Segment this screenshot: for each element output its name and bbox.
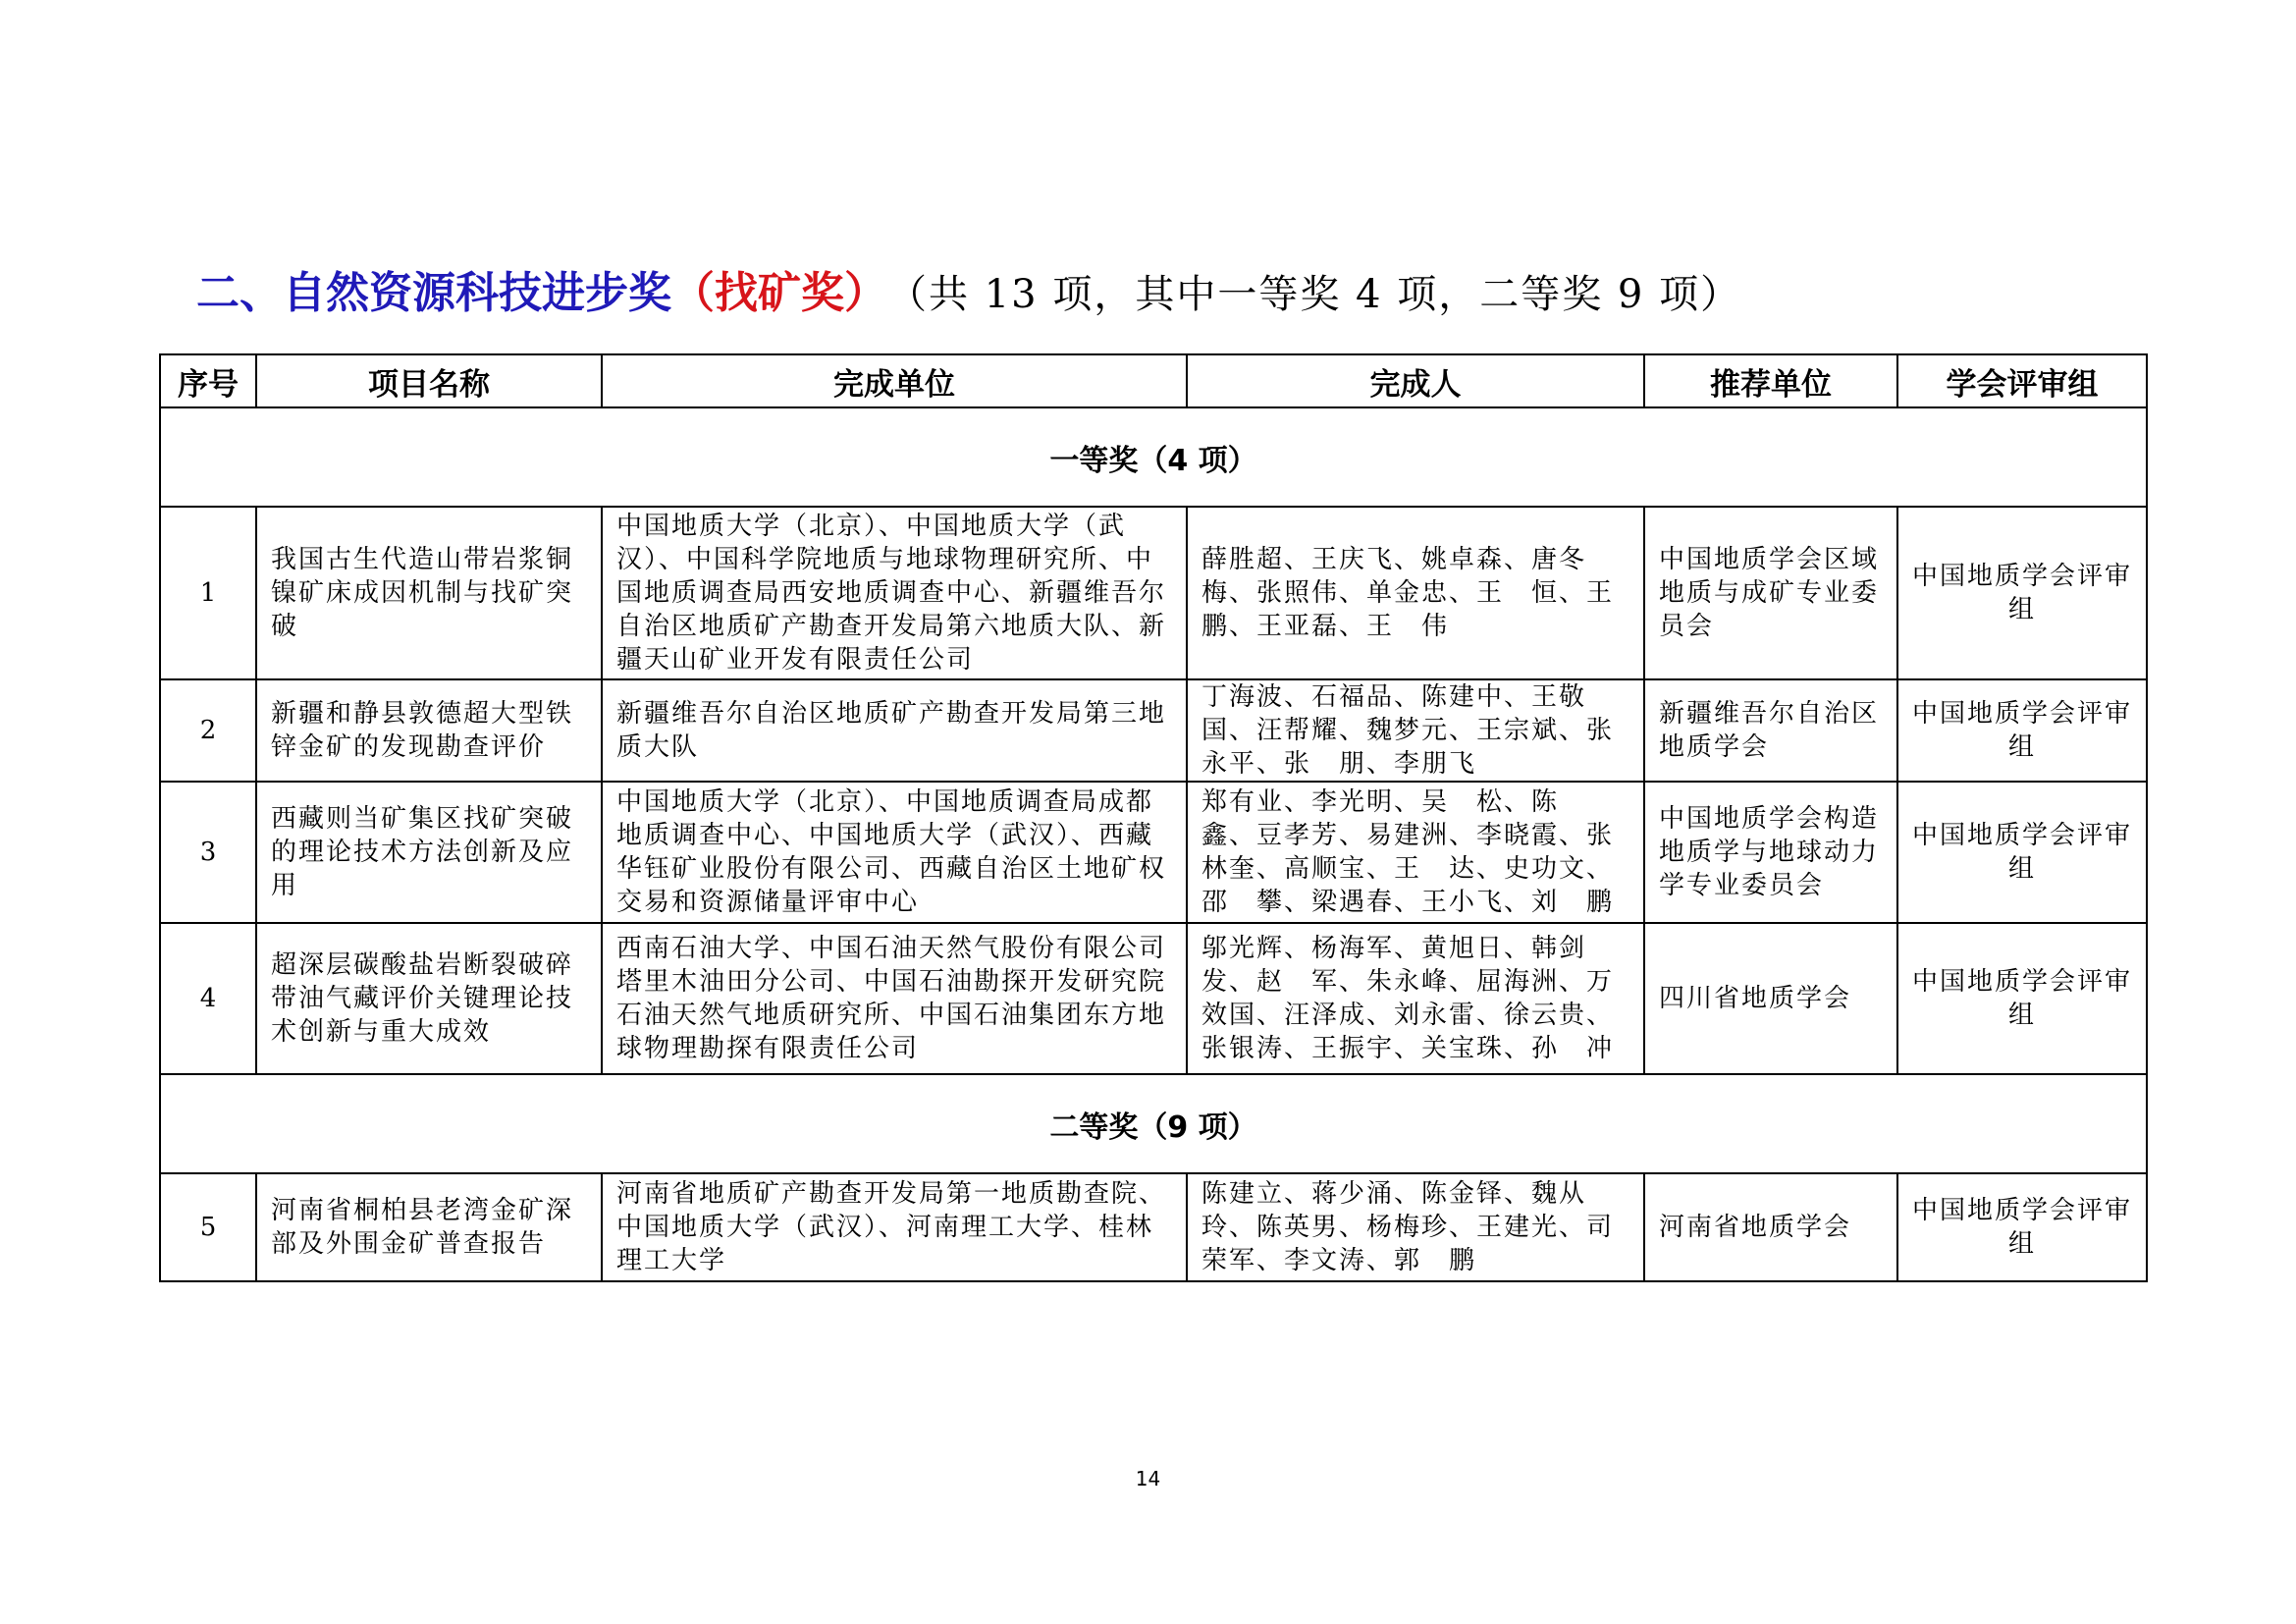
page-number: 14 [1135,1467,1161,1490]
header-seq: 序号 [160,354,256,407]
row-seq: 1 [160,507,256,679]
row-recommender: 中国地质学会区域地质与成矿专业委员会 [1644,507,1897,679]
table-row [160,507,2147,679]
row-units: 河南省地质矿产勘查开发局第一地质勘查院、中国地质大学（武汉）、河南理工大学、桂林理工大学 [602,1173,1187,1281]
group-row-first-prize [160,407,2147,507]
row-people: 陈建立、蒋少涌、陈金铎、魏从玲、陈英男、杨梅珍、王建光、司荣军、李文涛、郭 鹏 [1187,1173,1644,1281]
group-row-second-prize [160,1074,2147,1173]
row-seq: 5 [160,1173,256,1281]
row-people: 薛胜超、王庆飞、姚卓森、唐冬梅、张照伟、单金忠、王 恒、王 鹏、王亚磊、王 伟 [1187,507,1644,679]
heading-note: （共 13 项，其中一等奖 4 项，二等奖 9 项） [887,272,1742,317]
row-people: 郑有业、李光明、吴 松、陈 鑫、豆孝芳、易建洲、李晓霞、张林奎、高顺宝、王 达、史功文、邵 攀、梁遇春、王小飞、刘 鹏 [1187,782,1644,923]
row-recommender: 河南省地质学会 [1644,1173,1897,1281]
heading-prefix: 二、自然资源科技进步奖 [196,268,671,318]
row-people: 丁海波、石福品、陈建中、王敬国、汪帮耀、魏梦元、王宗斌、张永平、张 朋、李朋飞 [1187,679,1644,782]
row-project: 河南省桐柏县老湾金矿深部及外围金矿普查报告 [256,1173,602,1281]
group-label: 一等奖（4 项） [160,407,2147,507]
row-seq: 4 [160,923,256,1074]
row-panel: 中国地质学会评审组 [1897,923,2147,1074]
row-panel: 中国地质学会评审组 [1897,782,2147,923]
row-units: 中国地质大学（北京）、中国地质调查局成都地质调查中心、中国地质大学（武汉）、西藏华钰矿业股份有限公司、西藏自治区土地矿权交易和资源储量评审中心 [602,782,1187,923]
row-seq: 2 [160,679,256,782]
awards-table [159,353,2148,1282]
header-panel: 学会评审组 [1897,354,2147,407]
section-heading [196,257,1741,326]
row-panel: 中国地质学会评审组 [1897,1173,2147,1281]
heading-category: （找矿奖） [671,268,887,318]
row-panel: 中国地质学会评审组 [1897,507,2147,679]
table-row [160,923,2147,1074]
row-project: 新疆和静县敦德超大型铁锌金矿的发现勘查评价 [256,679,602,782]
row-panel: 中国地质学会评审组 [1897,679,2147,782]
row-recommender: 四川省地质学会 [1644,923,1897,1074]
header-project: 项目名称 [256,354,602,407]
group-label: 二等奖（9 项） [160,1074,2147,1173]
header-people: 完成人 [1187,354,1644,407]
row-project: 西藏则当矿集区找矿突破的理论技术方法创新及应用 [256,782,602,923]
row-project: 超深层碳酸盐岩断裂破碎带油气藏评价关键理论技术创新与重大成效 [256,923,602,1074]
row-seq: 3 [160,782,256,923]
header-recommender: 推荐单位 [1644,354,1897,407]
row-units: 中国地质大学（北京）、中国地质大学（武汉）、中国科学院地质与地球物理研究所、中国地质调查局西安地质调查中心、新疆维吾尔自治区地质矿产勘查开发局第六地质大队、新疆天山矿业开发有限责任公司 [602,507,1187,679]
row-units: 新疆维吾尔自治区地质矿产勘查开发局第三地质大队 [602,679,1187,782]
table-header-row [160,354,2147,407]
row-units: 西南石油大学、中国石油天然气股份有限公司塔里木油田分公司、中国石油勘探开发研究院石油天然气地质研究所、中国石油集团东方地球物理勘探有限责任公司 [602,923,1187,1074]
row-recommender: 新疆维吾尔自治区地质学会 [1644,679,1897,782]
row-recommender: 中国地质学会构造地质学与地球动力学专业委员会 [1644,782,1897,923]
row-project: 我国古生代造山带岩浆铜镍矿床成因机制与找矿突破 [256,507,602,679]
header-units: 完成单位 [602,354,1187,407]
table-row [160,782,2147,923]
row-people: 邬光辉、杨海军、黄旭日、韩剑发、赵 军、朱永峰、屈海洲、万效国、汪泽成、刘永雷、徐云贵、张银涛、王振宇、关宝珠、孙 冲 [1187,923,1644,1074]
table-row [160,679,2147,782]
table-row [160,1173,2147,1281]
